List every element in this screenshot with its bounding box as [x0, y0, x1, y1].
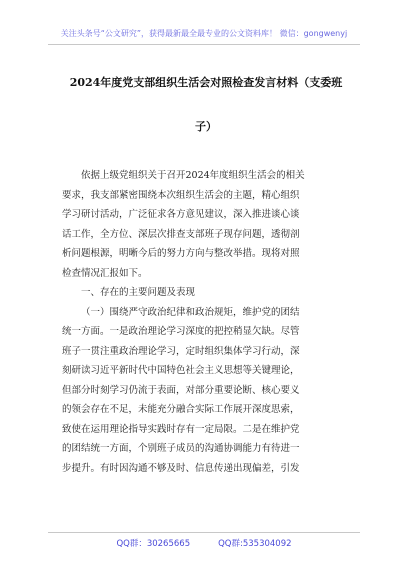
body-line: 析问题根源，明晰今后的努力方向与整改举措。现将对照 [62, 248, 300, 259]
footer-qq-group-2: QQ群:535304092 [218, 539, 292, 549]
footer-qq-group-1: QQ群：30265665 [116, 539, 191, 549]
body-line: （一）围绕严守政治纪律和政治规矩，维护党的团结 [81, 306, 300, 318]
footer-contact [0, 537, 408, 549]
body-line: 班子一贯注重政治理论学习，定时组织集体学习行动，深 [62, 345, 300, 357]
body-line: 话工作，全方位、深层次排查支部班子现存问题，透彻剖 [62, 228, 300, 240]
body-line: 检查情况汇报如下。 [62, 267, 148, 279]
body-line: 依据上级党组织关于召开2024年度组织生活会的相关 [81, 170, 305, 181]
body-line: 要求，我支部紧密围绕本次组织生活会的主题，精心组织 [62, 189, 300, 201]
document-body [62, 166, 346, 478]
body-line: 步提升。有时因沟通不够及时、信息传递出现偏差，引发 [62, 462, 300, 474]
body-line: 的团结统一方面，个别班子成员的沟通协调能力有待进一 [62, 443, 300, 454]
body-line: 的领会存在不足，未能充分融合实际工作展开深度思索， [62, 404, 300, 415]
body-line: 但部分时刻学习仍流于表面，对部分重要论断、核心要义 [62, 384, 300, 396]
footer-divider [48, 532, 360, 533]
body-line: 统一方面。一是政治理论学习深度的把控稍显欠缺。尽管 [62, 326, 300, 337]
header-banner: 关注头条号“公文研究”，获得最新最全最专业的公文资料库！ 微信：gongwenyj [60, 29, 348, 38]
document-title-line1: 2024年度党支部组织生活会对照检查发言材料（支委班 [69, 76, 343, 89]
body-line: 致使在运用理论指导实践时存有一定局限。二是在维护党 [62, 423, 300, 435]
body-line: 刻研读习近平新时代中国特色社会主义思想等关键理论， [62, 365, 300, 376]
body-line: 学习研讨活动，广泛征求各方意见建议，深入推进谈心谈 [62, 209, 300, 220]
section-heading: 一、存在的主要问题及表现 [81, 287, 196, 298]
document-title-line2: 子） [195, 120, 217, 133]
header-divider [48, 44, 360, 45]
